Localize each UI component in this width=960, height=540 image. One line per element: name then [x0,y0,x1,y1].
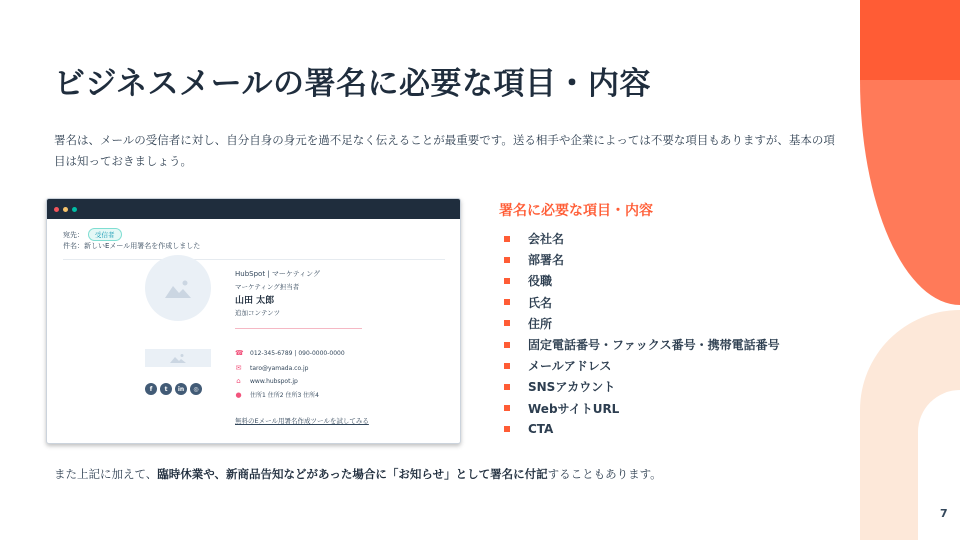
list-item-label: CTA [528,422,554,437]
list-item-label: WebサイトURL [528,401,620,416]
recipient-row [63,228,122,241]
contact-phone [235,349,345,357]
signature-company: HubSpot | マーケティング [235,270,321,278]
list-item [504,228,780,249]
square-bullet-icon [504,278,510,284]
email-mockup [46,198,461,444]
contact-text: 012-345-6789 | 090-0000-0000 [250,349,345,357]
social-icons [145,383,202,395]
minimize-dot-icon [63,207,68,212]
square-bullet-icon [504,384,510,390]
linkedin-icon: in [175,383,187,395]
intro-text: 署名は、メールの受信者に対し、自分自身の身元を過不足なく伝えることが最重要です。送る相手や企業によっては不要な項目もありますが、基本の項目は知っておきましょう。 [54,133,835,168]
footer-text-start: また上記に加えて、 [54,467,158,481]
twitter-icon: t [160,383,172,395]
phone-icon: ☎ [235,349,244,357]
footer-note [54,466,662,482]
list-item [504,355,780,376]
recipient-chip: 受信者 [88,228,122,241]
logo-placeholder [145,349,211,367]
contact-text: 住所1 住所2 住所3 住所4 [250,392,319,399]
footer-text-end: することもあります。 [547,467,662,481]
contact-mail [235,364,308,372]
slide-title: ビジネスメールの署名に必要な項目・内容 [54,66,651,102]
header-divider [63,259,445,260]
list-item-label: 住所 [528,316,553,331]
square-bullet-icon [504,257,510,263]
web-icon: ⌂ [236,377,241,385]
square-bullet-icon [504,405,510,411]
list-item [504,313,780,334]
list-item [504,292,780,313]
list-item-label: 氏名 [528,295,553,310]
signature-name: 山田 太郎 [235,296,275,306]
signature-divider [235,328,362,329]
square-bullet-icon [504,299,510,305]
page-number: 7 [940,507,948,520]
deco-orange-arc [860,80,960,305]
window-titlebar [47,199,460,219]
instagram-icon: ◎ [190,383,202,395]
square-bullet-icon [504,236,510,242]
decorative-shapes [860,0,960,540]
list-item-label: 役職 [528,274,553,289]
list-item [504,270,780,291]
signature-block [235,269,435,317]
mail-icon: ✉ [235,364,242,372]
list-item [504,419,780,440]
list-item-label: 部署名 [528,253,565,268]
required-items-list [504,228,780,440]
subject-line: 件名：新しいEメール用署名を作成しました [63,242,201,250]
list-item-label: SNSアカウント [528,380,616,395]
footer-text-emphasis: 臨時休業や、新商品告知などがあった場合に「お知らせ」として署名に付記 [157,467,548,481]
list-item [504,334,780,355]
signature-tool-link[interactable]: 無料のEメール用署名作成ツールを試してみる [235,417,369,425]
contact-text: taro@yamada.co.jp [250,364,309,372]
close-dot-icon [54,207,59,212]
list-item-label: メールアドレス [528,359,612,374]
square-bullet-icon [504,342,510,348]
contact-web [235,377,298,385]
list-item-label: 固定電話番号・ファックス番号・携帯電話番号 [528,338,780,353]
avatar-placeholder [145,255,211,321]
list-item-label: 会社名 [528,232,565,247]
deco-orange-block [860,0,960,80]
facebook-icon: f [145,383,157,395]
list-item [504,376,780,397]
list-item [504,249,780,270]
square-bullet-icon [504,320,510,326]
maximize-dot-icon [72,207,77,212]
square-bullet-icon [504,426,510,432]
contact-address [235,390,319,399]
contact-text: www.hubspot.jp [250,377,298,385]
to-label: 宛先： [63,230,84,239]
location-icon: ● [235,390,242,399]
square-bullet-icon [504,363,510,369]
signature-extra: 追加コンテンツ [235,309,281,317]
list-item [504,398,780,419]
deco-pale-cutout [918,390,960,540]
signature-role: マーケティング担当者 [235,283,300,291]
list-heading: 署名に必要な項目・内容 [499,203,653,219]
image-placeholder-icon [165,278,191,298]
image-placeholder-icon [170,353,186,363]
